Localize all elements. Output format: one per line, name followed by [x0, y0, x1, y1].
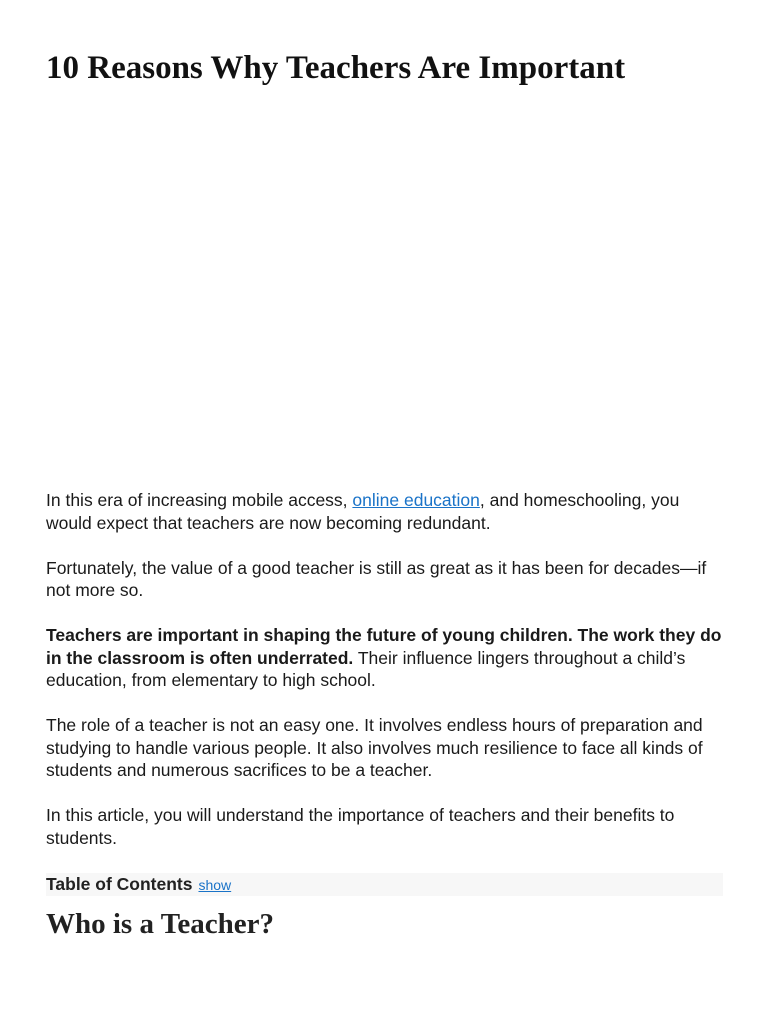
article-body [46, 489, 726, 872]
paragraph-intro-start: In this era of increasing mobile access, [46, 490, 353, 510]
paragraph-importance-rest: Their influence lingers throughout a child’s education, from elementary to high school. [46, 647, 686, 690]
online-education-link[interactable]: online education [352, 490, 480, 510]
paragraph-article-intro: In this article, you will understand the importance of teachers and their benefits to students. [46, 805, 675, 848]
paragraph-importance [46, 624, 726, 692]
toc-show-toggle[interactable]: show [198, 876, 232, 893]
paragraph-intro [46, 489, 726, 534]
table-of-contents [46, 873, 723, 896]
paragraph-intro-end: , and homeschooling, you would expect that teachers are now becoming redundant. [46, 490, 680, 533]
blank-ad-space [46, 110, 726, 470]
paragraph-value: Fortunately, the value of a good teacher is still as great as it has been for decades—if not more so. [46, 557, 707, 600]
paragraph-importance-bold: Teachers are important in shaping the future of young children. The work they do in the classroom is often underrated. [46, 625, 722, 668]
paragraph-role: The role of a teacher is not an easy one. It involves endless hours of preparation and studying to handle various people. It also involves much resilience to face all kinds of students and numerous sacrifices to be a teacher. [46, 715, 703, 780]
toc-title: Table of Contents [46, 874, 193, 894]
article-title: 10 Reasons Why Teachers Are Important [46, 50, 626, 86]
section-heading: Who is a Teacher? [46, 908, 274, 940]
